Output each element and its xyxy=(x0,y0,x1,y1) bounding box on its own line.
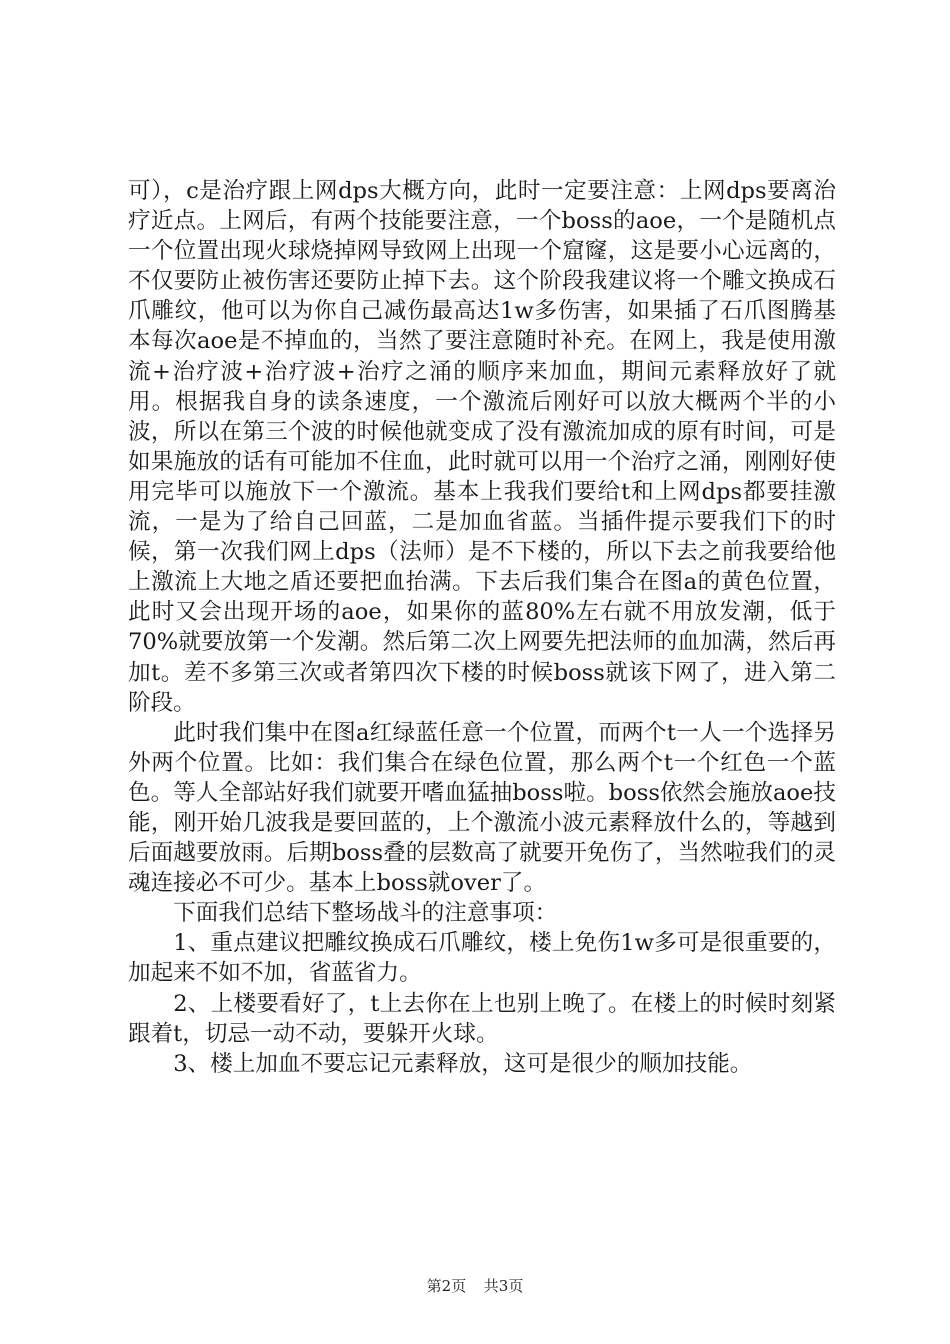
paragraph-note-2: 2、上楼要看好了，t上去你在上也别上晚了。在楼上的时候时刻紧跟着t，切忌一动不动，要躲开火球。 xyxy=(128,990,836,1047)
document-body xyxy=(128,176,836,1079)
page-number-current: 第2页 xyxy=(426,1277,467,1295)
paragraph-note-3: 3、楼上加血不要忘记元素释放，这可是很少的顺加技能。 xyxy=(173,1050,753,1077)
paragraph-summary-intro: 下面我们总结下整场战斗的注意事项： xyxy=(173,900,558,927)
page-footer xyxy=(0,1276,950,1296)
paragraph-phase-two: 此时我们集中在图a红绿蓝任意一个位置，而两个t一人一个选择另外两个位置。比如：我们集合在绿色位置，那么两个t一个红色一个蓝色。等人全部站好我们就要开嗜血猛抽boss啦。boss依然会施放aoe技能，刚开始几波我是要回蓝的，上个激流小波元素释放什么的，等越到后面越要放雨。后期boss叠的层数高了就要开免伤了，当然啦我们的灵魂连接必不可少。基本上boss就over了。 xyxy=(128,719,836,897)
page-number-total: 共3页 xyxy=(483,1277,524,1295)
paragraph-note-1: 1、重点建议把雕纹换成石爪雕纹，楼上免伤1w多可是很重要的，加起来不如不加，省蓝省力。 xyxy=(128,930,836,987)
paragraph-continued: 可），c是治疗跟上网dps大概方向，此时一定要注意：上网dps要离治疗近点。上网后，有两个技能要注意，一个boss的aoe，一个是随机点一个位置出现火球烧掉网导致网上出现一个窟窿，这是要小心远离的，不仅要防止被伤害还要防止掉下去。这个阶段我建议将一个雕文换成石爪雕纹，他可以为你自己减伤最高达1w多伤害，如果插了石爪图腾基本每次aoe是不掉血的，当然了要注意随时补充。在网上，我是使用激流+治疗波+治疗波+治疗之涌的顺序来加血，期间元素释放好了就用。根据我自身的读条速度，一个激流后刚好可以放大概两个半的小波，所以在第三个波的时候他就变成了没有激流加成的原有时间，可是如果施放的话有可能加不住血，此时就可以用一个治疗之涌，刚刚好使用完毕可以施放下一个激流。基本上我我们要给t和上网dps都要挂激流，一是为了给自己回蓝，二是加血省蓝。当插件提示要我们下的时候，第一次我们网上dps（法师）是不下楼的，所以下去之前我要给他上激流上大地之盾还要把血抬满。下去后我们集合在图a的黄色位置，此时又会出现开场的aoe，如果你的蓝80%左右就不用放发潮，低于70%就要放第一个发潮。然后第二次上网要先把法师的血加满，然后再加t。差不多第三次或者第四次下楼的时候boss就该下网了，进入第二阶段。 xyxy=(128,178,836,716)
